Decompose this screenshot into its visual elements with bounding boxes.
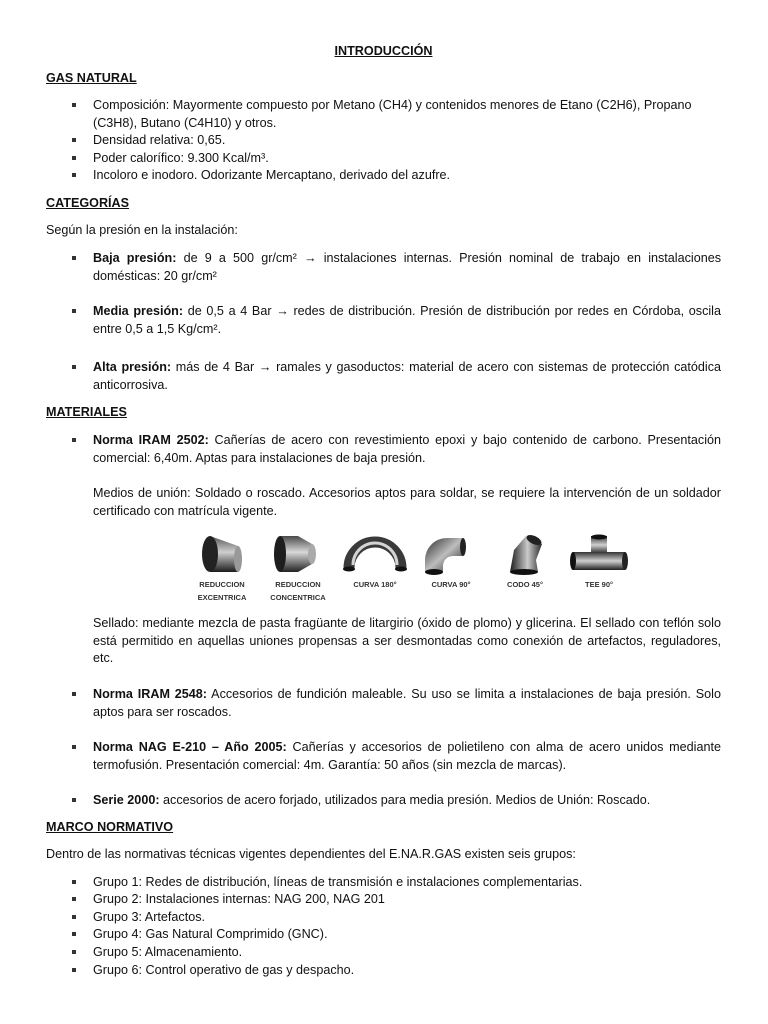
section-heading-gas-natural: GAS NATURAL: [46, 71, 137, 85]
fitting-reduccion-excentrica: REDUCCION EXCENTRICA: [186, 532, 258, 602]
reduccion-concentrica-icon: [268, 532, 328, 576]
section-heading-categorias: CATEGORÍAS: [46, 196, 130, 210]
bullet-icon: [72, 880, 76, 884]
bullet-icon: [72, 173, 76, 177]
fitting-reduccion-concentrica: REDUCCION CONCENTRICA: [262, 532, 334, 602]
list-item: Baja presión: de 9 a 500 gr/cm² → instalaciones internas. Presión nominal de trabajo en instalaciones domésticas: 20 gr/cm²: [46, 250, 721, 285]
list-item: Grupo 6: Control operativo de gas y despacho.: [46, 962, 721, 980]
bullet-icon: [72, 156, 76, 160]
bullet-icon: [72, 915, 76, 919]
list-item: Grupo 1: Redes de distribución, líneas de transmisión e instalaciones complementarias.: [46, 874, 721, 892]
fittings-image: [186, 532, 636, 608]
curva-180-icon: [343, 532, 407, 576]
bullet-icon: [72, 103, 76, 107]
fitting-curva-180: CURVA 180°: [338, 532, 412, 593]
bullet-icon: [72, 968, 76, 972]
reduccion-excentrica-icon: [192, 532, 252, 576]
list-item: Grupo 2: Instalaciones internas: NAG 200, NAG 201: [46, 891, 721, 909]
bullet-icon: [72, 365, 76, 369]
bullet-icon: [72, 745, 76, 749]
list-item: Serie 2000: accesorios de acero forjado, utilizados para media presión. Medios de Unión: Roscado.: [46, 792, 721, 810]
bullet-icon: [72, 897, 76, 901]
section-heading-materiales: MATERIALES: [46, 405, 127, 419]
bullet-icon: [72, 932, 76, 936]
bullet-icon: [72, 438, 76, 442]
bullet-icon: [72, 256, 76, 260]
section-heading-marco-normativo: MARCO NORMATIVO: [46, 820, 174, 834]
bullet-icon: [72, 309, 76, 313]
list-item: Norma IRAM 2548: Accesorios de fundición maleable. Su uso se limita a instalaciones de baja presión. Solo aptos para ser roscados.: [46, 686, 721, 721]
fitting-tee-90: TEE 90°: [562, 532, 636, 593]
list-item: Grupo 4: Gas Natural Comprimido (GNC).: [46, 926, 721, 944]
bullet-icon: [72, 692, 76, 696]
tee-90-icon: [569, 532, 629, 576]
list-item: Norma NAG E-210 – Año 2005: Cañerías y accesorios de polietileno con alma de acero unidos mediante termofusión. Presentación comercial: 4m. Garantía: 50 años (sin mezcla de marcas).: [46, 739, 721, 774]
list-item: Media presión: de 0,5 a 4 Bar → redes de distribución. Presión de distribución por redes en Córdoba, oscila entre 0,5 a 1,5 Kg/cm².: [46, 303, 721, 338]
fitting-codo-45: CODO 45°: [492, 532, 558, 593]
page-title: INTRODUCCIÓN: [334, 44, 433, 58]
medios-union-paragraph: Medios de unión: Soldado o roscado. Accesorios aptos para soldar, se requiere la intervención de un soldador certificado con matrícula vigente.: [93, 486, 721, 518]
list-item: Grupo 3: Artefactos.: [46, 909, 721, 927]
fitting-curva-90: CURVA 90°: [414, 532, 488, 593]
curva-90-icon: [419, 532, 483, 576]
list-item: Norma IRAM 2502: Cañerías de acero con revestimiento epoxi y bajo contenido de carbono. Presentación comercial: 6,40m. Aptas para instalaciones de baja presión.: [46, 432, 721, 467]
list-item: Composición: Mayormente compuesto por Metano (CH4) y contenidos menores de Etano (C2H6), Propano (C3H8), Butano (C4H10) y otros.: [46, 97, 721, 132]
bullet-icon: [72, 950, 76, 954]
list-item: Poder calorífico: 9.300 Kcal/m³.: [46, 150, 721, 168]
list-item: Incoloro e inodoro. Odorizante Mercaptano, derivado del azufre.: [46, 167, 721, 185]
marco-intro: Dentro de las normativas técnicas vigentes dependientes del E.NA.R.GAS existen seis grupos:: [46, 847, 576, 861]
list-item: Alta presión: más de 4 Bar → ramales y gasoductos: material de acero con sistemas de protección catódica anticorrosiva.: [46, 359, 721, 394]
sellado-paragraph: Sellado: mediante mezcla de pasta fragüante de litargirio (óxido de plomo) y glicerina. El sellado con teflón solo está permitido en aquellas uniones propensas a ser desmontadas como conexión de artefactos, reguladores, etc.: [93, 616, 721, 665]
bullet-icon: [72, 138, 76, 142]
list-item: Grupo 5: Almacenamiento.: [46, 944, 721, 962]
bullet-icon: [72, 798, 76, 802]
list-item: Densidad relativa: 0,65.: [46, 132, 721, 150]
codo-45-icon: [500, 532, 550, 576]
categorias-intro: Según la presión en la instalación:: [46, 223, 238, 237]
